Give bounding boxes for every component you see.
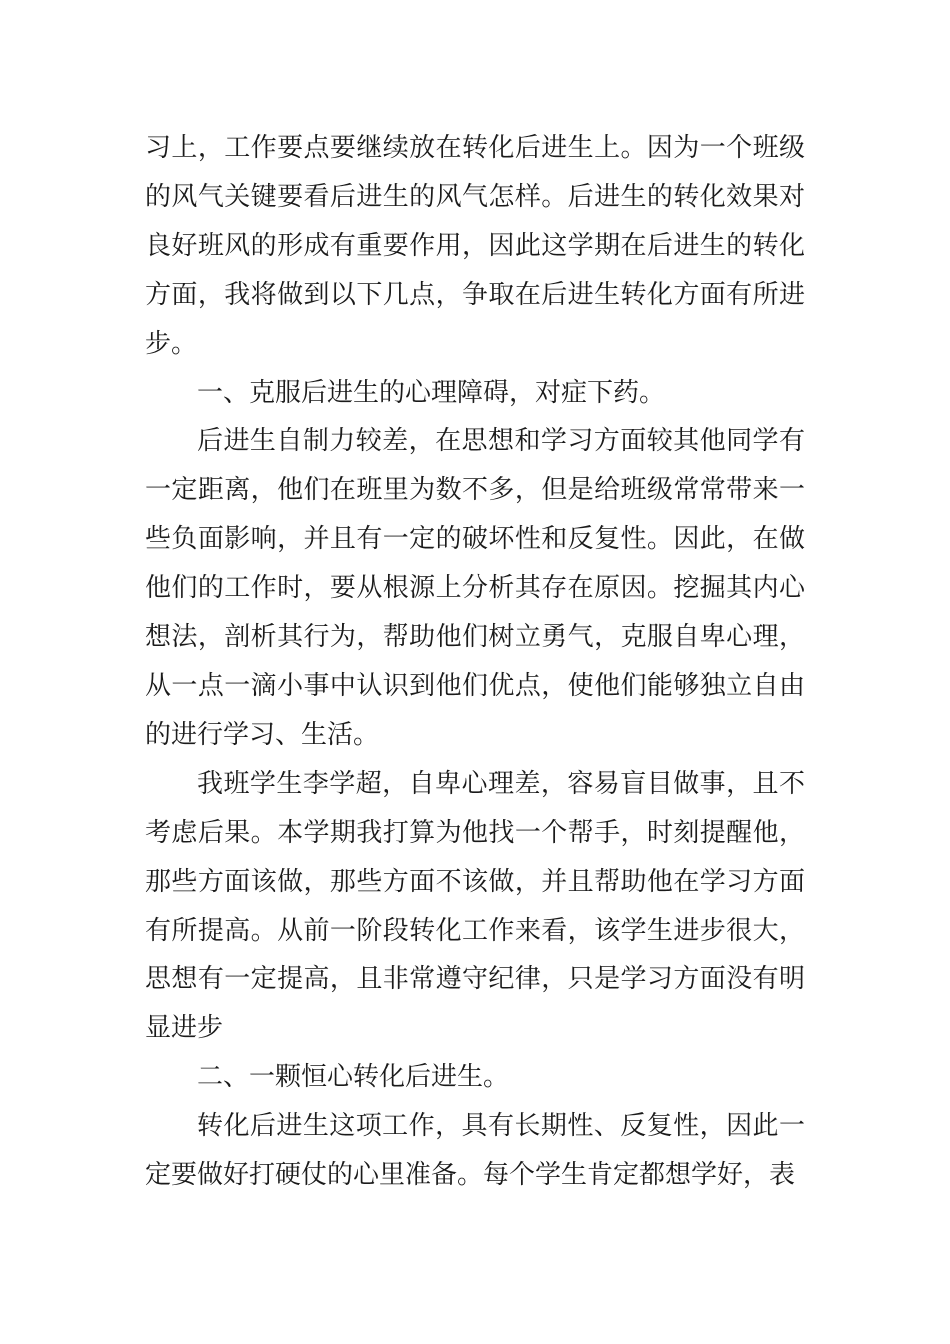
section-heading-1: 一、克服后进生的心理障碍，对症下药。 [197, 377, 666, 408]
paragraph-1: 后进生自制力较差，在思想和学习方面较其他同学有一定距离，他们在班里为数不多，但是给班级常常带来一些负面影响，并且有一定的破坏性和反复性。因此，在做他们的工作时，要从根源上分析其存在原因。挖掘其内心想法，剖析其行为，帮助他们树立勇气，克服自卑心理，从一点一滴小事中认识到他们优点，使他们能够独立自由的进行学习、生活。 [145, 426, 805, 750]
paragraph-3: 转化后进生这项工作，具有长期性、反复性，因此一定要做好打硬仗的心里准备。每个学生肯定都想学好，表 [145, 1111, 805, 1191]
paragraph-continuation: 习上，工作要点要继续放在转化后进生上。因为一个班级的风气关键要看后进生的风气怎样。后进生的转化效果对良好班风的形成有重要作用，因此这学期在后进生的转化方面，我将做到以下几点，争取在后进生转化方面有所进步。 [145, 133, 805, 359]
document-page [145, 124, 805, 1200]
section-heading-2: 二、一颗恒心转化后进生。 [197, 1062, 510, 1093]
paragraph-2: 我班学生李学超，自卑心理差，容易盲目做事，且不考虑后果。本学期我打算为他找一个帮手，时刻提醒他，那些方面该做，那些方面不该做，并且帮助他在学习方面有所提高。从前一阶段转化工作来看，该学生进步很大，思想有一定提高，且非常遵守纪律，只是学习方面没有明显进步 [145, 768, 805, 1044]
